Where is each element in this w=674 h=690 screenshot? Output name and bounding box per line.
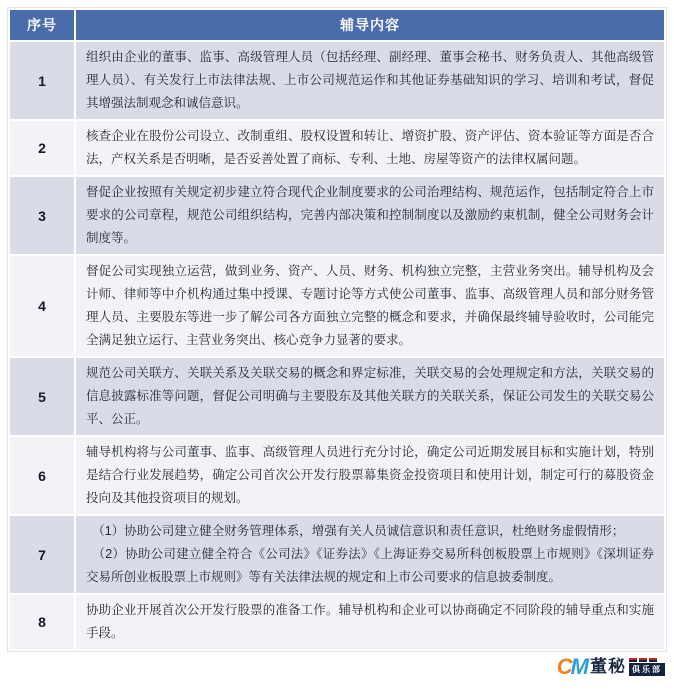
row-content: 督促公司实现独立运营，做到业务、资产、人员、财务、机构独立完整，主营业务突出。辅导机构及会计师、律师等中介机构通过集中授课、专题讨论等方式使公司董事、监事、高级管理人员和部分财务管理人员、主要股东等进一步了解公司各方面独立完整的概念和要求，并确保最终辅导验收时，公司能完全满足独立运行、主营业务突出、核心竞争力显著的要求。 — [76, 256, 664, 356]
table-header-row — [10, 10, 664, 40]
row-content: 组织由企业的董事、监事、高级管理人员（包括经理、副经理、董事会秘书、财务负责人、其他高级管理人员）、有关发行上市法律法规、上市公司规范运作和其他证券基础知识的学习、培训和考试，督促其增强法制观念和诚信意识。 — [76, 42, 664, 119]
table-row — [10, 358, 664, 435]
row-content: （1）协助公司建立健全财务管理体系，增强有关人员诚信意识和责任意识，杜绝财务虚假情形； （2）协助公司建立健全符合《公司法》《证券法》《上海证券交易所科创板股票上市规则》《深圳证券交易所创业板股票上市规则》等有关法律法规的规定和上市公司要求的信息披委制度。 — [76, 516, 664, 593]
table-row — [10, 256, 664, 356]
table-row — [10, 595, 664, 649]
column-header-number: 序号 — [10, 10, 74, 40]
row-number: 6 — [10, 437, 74, 514]
row-number: 2 — [10, 121, 74, 175]
table-row — [10, 437, 664, 514]
accent-tick-icon — [629, 658, 637, 662]
brand-name: 董秘 — [590, 657, 626, 676]
row-number: 4 — [10, 256, 74, 356]
cm-logo-icon — [557, 656, 587, 678]
brand-accent-ticks — [629, 658, 657, 662]
row-content: 督促企业按照有关规定初步建立符合现代企业制度要求的公司治理结构、规范运作，包括制定符合上市要求的公司章程，规范公司组织结构，完善内部决策和控制制度以及激励约束机制，健全公司财务会计制度等。 — [76, 177, 664, 254]
accent-tick-icon — [639, 658, 647, 662]
dongmi-club-logo — [557, 656, 665, 678]
row-number: 8 — [10, 595, 74, 649]
table-row — [10, 177, 664, 254]
row-content: 核查企业在股份公司设立、改制重组、股权设置和转让、增资扩股、资产评估、资本验证等方面是否合法，产权关系是否明晰，是否妥善处置了商标、专利、土地、房屋等资产的法律权属问题。 — [76, 121, 664, 175]
guidance-content-table — [7, 7, 667, 652]
table-row — [10, 516, 664, 593]
row-content: 辅导机构将与公司董事、监事、高级管理人员进行充分讨论，确定公司近期发展目标和实施计划，特别是结合行业发展趋势，确定公司首次公开发行股票幕集资金投资项目和使用计划，制定可行的募股资金投向及其他投资项目的规划。 — [76, 437, 664, 514]
row-content: 规范公司关联方、关联关系及关联交易的概念和界定标准，关联交易的会处理规定和方法，关联交易的信息披露标准等问题，督促公司明确与主要股东及其他关联方的关联关系，保证公司发生的关联交易公平、公正。 — [76, 358, 664, 435]
footer — [7, 652, 667, 684]
logo-letter-m: M — [570, 654, 587, 679]
accent-tick-icon — [649, 658, 657, 662]
logo-letter-c: C — [556, 654, 571, 679]
brand-suffix-block — [629, 658, 665, 676]
row-number: 5 — [10, 358, 74, 435]
column-header-content: 辅导内容 — [76, 10, 664, 40]
row-content: 协助企业开展首次公开发行股票的准备工作。辅导机构和企业可以协商确定不同阶段的辅导重点和实施手段。 — [76, 595, 664, 649]
table-row — [10, 121, 664, 175]
brand-suffix-label: 俱乐部 — [629, 663, 665, 676]
row-number: 1 — [10, 42, 74, 119]
row-number: 3 — [10, 177, 74, 254]
row-number: 7 — [10, 516, 74, 593]
table-row — [10, 42, 664, 119]
